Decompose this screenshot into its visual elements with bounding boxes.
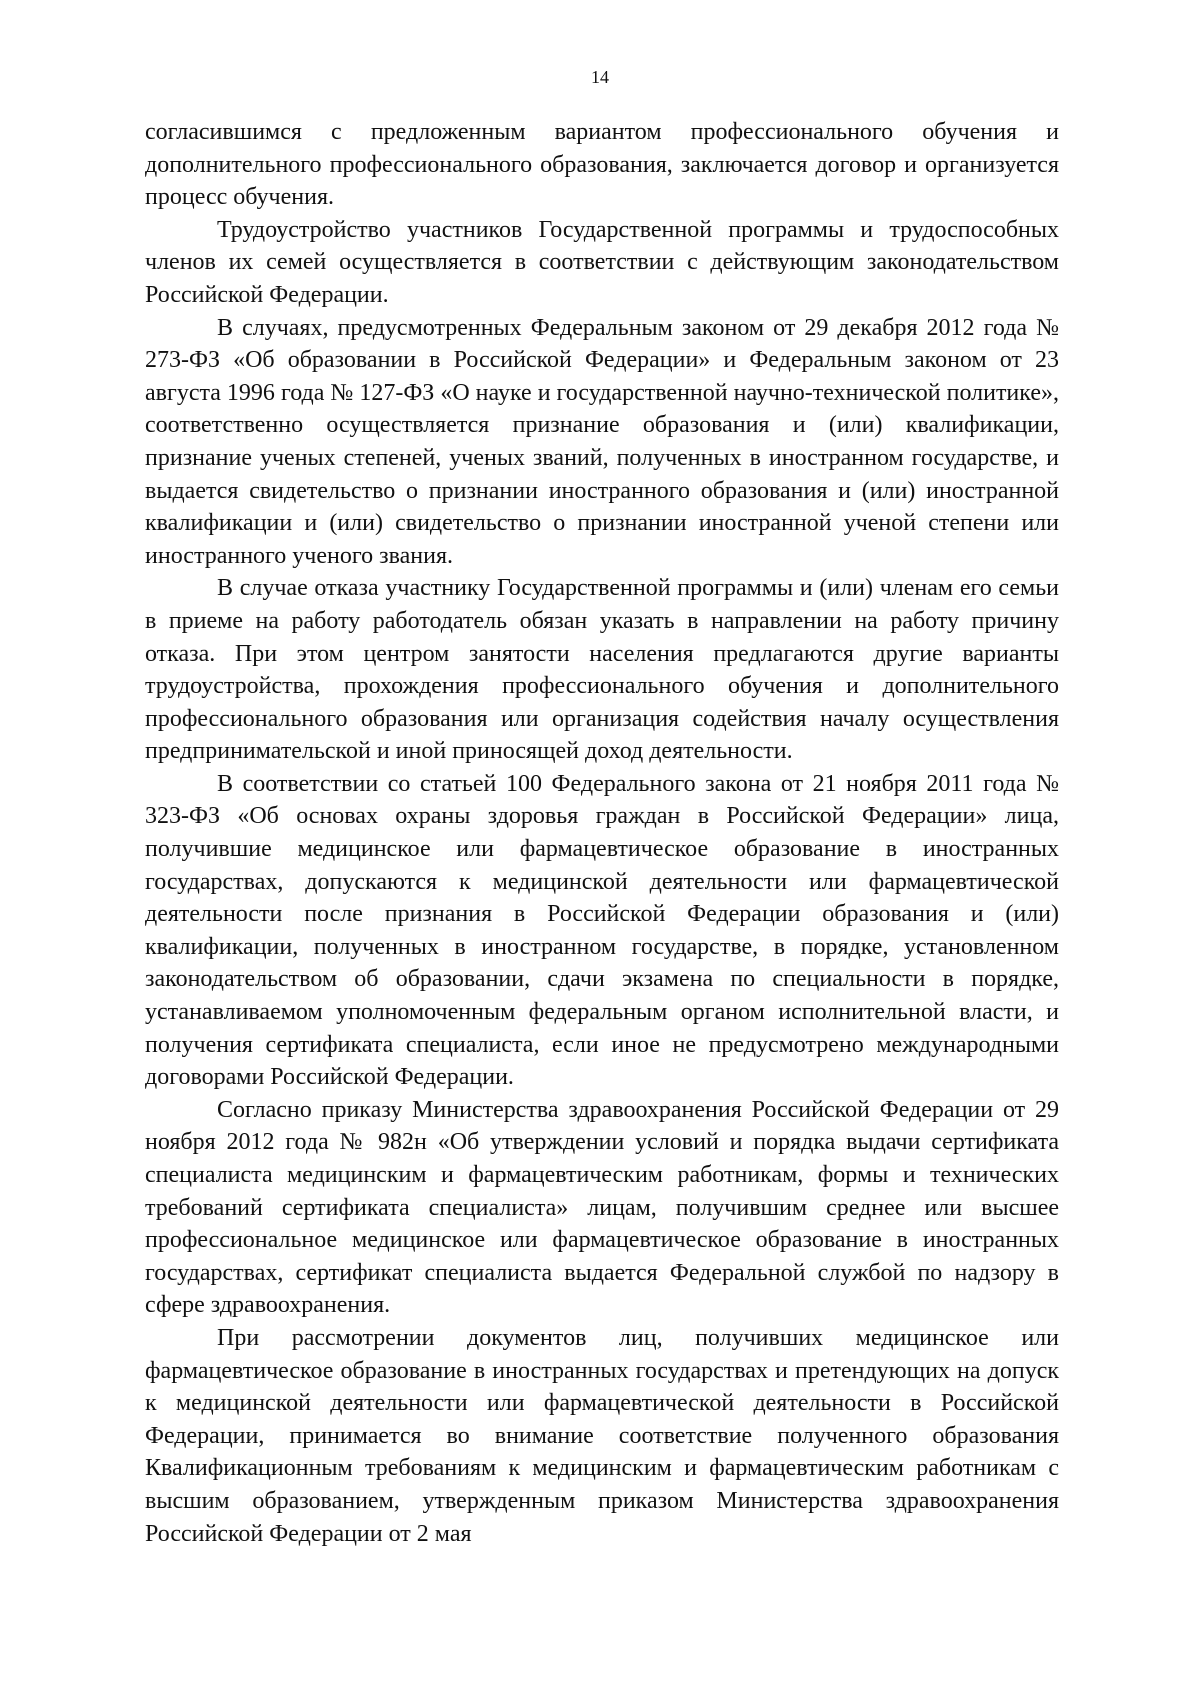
paragraph-medical-admission: В соответствии со статьей 100 Федерального закона от 21 ноября 2011 года № 323-ФЗ «Об основах охраны здоровья граждан в Российской Федерации» лица, получившие медицинское или фармацевтическое образование в иностранных государствах, допускаются к медицинской деятельности или фармацевтической деятельности после признания в Российской Федерации образования и (или) квалификации, полученных в иностранном государстве, в порядке, установленном законодательством об образовании, сдачи экзамена по специальности в порядке, устанавливаемом уполномоченным федеральным органом исполнительной власти, и получения сертификата специалиста, если иное не предусмотрено международными договорами Российской Федерации.: [145, 770, 1059, 1091]
paragraph-refusal: В случае отказа участнику Государственной программы и (или) членам его семьи в приеме на работу работодатель обязан указать в направлении на работу причину отказа. При этом центром занятости населения предлагаются другие варианты трудоустройства, прохождения профессионального обучения и дополнительного профессионального образования или организация содействия началу осуществления предпринимательской и иной приносящей доход деятельности.: [145, 575, 1059, 765]
document-body: [145, 116, 1059, 1550]
paragraph-document-review: При рассмотрении документов лиц, получивших медицинское или фармацевтическое образование в иностранных государствах и претендующих на допуск к медицинской деятельности или фармацевтической деятельности в Российской Федерации, принимается во внимание соответствие полученного образования Квалификационным требованиям к медицинским и фармацевтическим работникам с высшим образованием, утвержденным приказом Министерства здравоохранения Российской Федерации от 2 мая: [145, 1324, 1059, 1547]
page-number: 14: [591, 67, 609, 87]
paragraph-certificate: Согласно приказу Министерства здравоохранения Российской Федерации от 29 ноября 2012 года № 982н «Об утверждении условий и порядка выдачи сертификата специалиста медицинским и фармацевтическим работникам, формы и технических требований сертификата специалиста» лицам, получившим среднее или высшее профессиональное медицинское или фармацевтическое образование в иностранных государствах, сертификат специалиста выдается Федеральной службой по надзору в сфере здравоохранения.: [145, 1096, 1059, 1319]
paragraph-employment: Трудоустройство участников Государственной программы и трудоспособных членов их семей осуществляется в соответствии с действующим законодательством Российской Федерации.: [145, 216, 1059, 308]
paragraph-recognition: В случаях, предусмотренных Федеральным законом от 29 декабря 2012 года № 273-ФЗ «Об образовании в Российской Федерации» и Федеральным законом от 23 августа 1996 года № 127-ФЗ «О науке и государственной научно-технической политике», соответственно осуществляется признание образования и (или) квалификации, признание ученых степеней, ученых званий, полученных в иностранном государстве, и выдается свидетельство о признании иностранного образования и (или) иностранной квалификации и (или) свидетельство о признании иностранной ученой степени или иностранного ученого звания.: [145, 314, 1059, 569]
paragraph-continuation: согласившимся с предложенным вариантом профессионального обучения и дополнительного профессионального образования, заключается договор и организуется процесс обучения.: [145, 119, 1059, 211]
